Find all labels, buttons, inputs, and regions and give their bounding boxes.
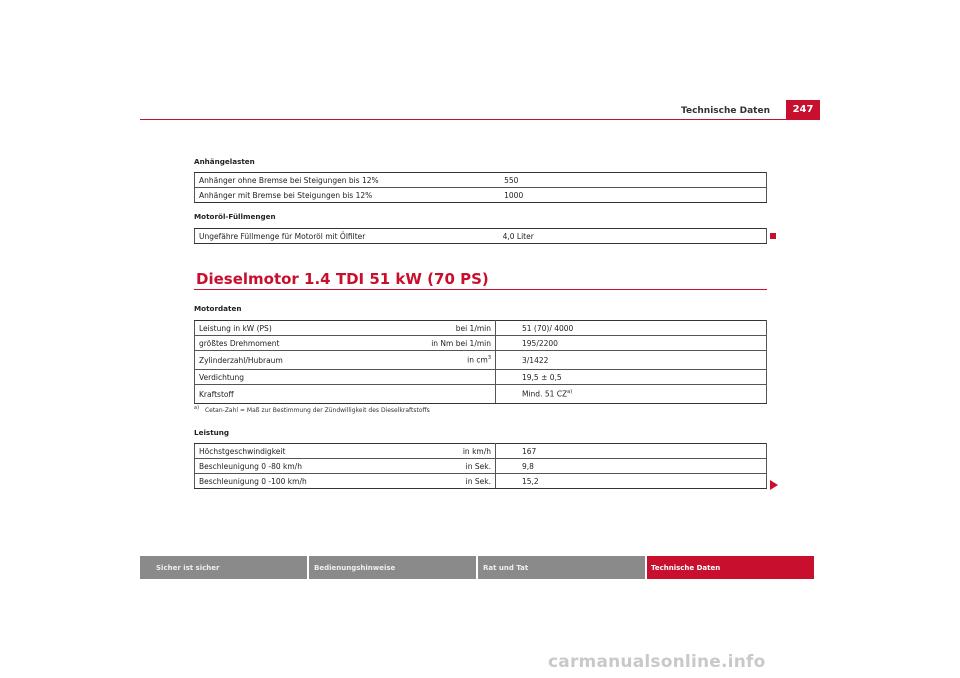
row-value: 4,0 Liter <box>477 229 767 244</box>
row-unit: bei 1/min <box>387 321 496 336</box>
row-value: 3/1422 <box>496 351 767 370</box>
oil-capacity-table <box>194 228 767 244</box>
row-label: Höchstgeschwindigkeit <box>195 444 388 459</box>
row-label: Beschleunigung 0 -80 km/h <box>195 459 388 474</box>
section-end-marker <box>770 233 776 239</box>
page-section-title: Technische Daten <box>681 106 770 116</box>
row-value: 167 <box>496 444 767 459</box>
row-label: größtes Drehmoment <box>195 336 388 351</box>
engine-data-table <box>194 320 767 404</box>
performance-label: Leistung <box>194 428 230 437</box>
trailer-loads-label: Anhängelasten <box>194 157 255 166</box>
footnote-text: Cetan-Zahl = Maß zur Bestimmung der Zündwilligkeit des Dieselkraftstoffs <box>204 407 430 414</box>
tab-label: Technische Daten <box>651 563 721 572</box>
watermark: carmanualsonline.info <box>548 652 766 672</box>
diesel-engine-heading: Dieselmotor 1.4 TDI 51 kW (70 PS) <box>196 270 489 288</box>
row-value <box>496 385 767 404</box>
table-row <box>195 385 767 404</box>
table-row <box>195 188 767 203</box>
row-unit: in Sek. <box>387 474 496 489</box>
unit-superscript: 3 <box>487 355 491 362</box>
table-row <box>195 474 767 489</box>
footnote <box>194 405 430 414</box>
table-row <box>195 459 767 474</box>
row-value: 15,2 <box>496 474 767 489</box>
row-label: Anhänger ohne Bremse bei Steigungen bis 12% <box>195 173 479 188</box>
unit-text: in cm <box>467 355 488 365</box>
tab-sicher-ist-sicher[interactable] <box>140 556 307 579</box>
trailer-loads-table <box>194 172 767 203</box>
row-unit: in Nm bei 1/min <box>387 336 496 351</box>
row-unit <box>387 370 496 385</box>
value-text: Mind. 51 CZ <box>522 389 568 399</box>
footnote-ref: a) <box>567 389 573 396</box>
row-label: Kraftstoff <box>195 385 388 404</box>
oil-capacity-label: Motoröl-Füllmengen <box>194 212 276 221</box>
row-unit <box>387 351 496 370</box>
row-value: 51 (70)/ 4000 <box>496 321 767 336</box>
row-unit: in Sek. <box>387 459 496 474</box>
row-value: 9,8 <box>496 459 767 474</box>
header-rule <box>140 119 820 120</box>
engine-data-label: Motordaten <box>194 304 242 313</box>
tab-label: Rat und Tat <box>483 563 529 572</box>
row-value: 550 <box>478 173 766 188</box>
row-label: Zylinderzahl/Hubraum <box>195 351 388 370</box>
tab-bedienungshinweise[interactable] <box>309 556 476 579</box>
row-value: 1000 <box>478 188 766 203</box>
row-label: Anhänger mit Bremse bei Steigungen bis 12% <box>195 188 479 203</box>
tab-rat-und-tat[interactable] <box>478 556 645 579</box>
table-row <box>195 444 767 459</box>
tab-label: Sicher ist sicher <box>156 563 220 572</box>
tab-technische-daten[interactable] <box>647 556 814 579</box>
performance-table <box>194 443 767 489</box>
row-label: Beschleunigung 0 -100 km/h <box>195 474 388 489</box>
row-label: Leistung in kW (PS) <box>195 321 388 336</box>
page-number-badge: 247 <box>786 100 820 119</box>
row-value: 19,5 ± 0,5 <box>496 370 767 385</box>
continue-arrow-icon <box>770 480 778 490</box>
tab-label: Bedienungshinweise <box>314 563 396 572</box>
table-row <box>195 321 767 336</box>
table-row <box>195 173 767 188</box>
row-label: Verdichtung <box>195 370 388 385</box>
table-row <box>195 351 767 370</box>
heading-rule <box>194 289 767 290</box>
row-label: Ungefähre Füllmenge für Motoröl mit Ölfilter <box>195 229 477 244</box>
table-row <box>195 229 767 244</box>
table-row <box>195 370 767 385</box>
row-unit <box>387 385 496 404</box>
row-unit: in km/h <box>387 444 496 459</box>
table-row <box>195 336 767 351</box>
footnote-marker: a) <box>194 405 200 411</box>
row-value: 195/2200 <box>496 336 767 351</box>
